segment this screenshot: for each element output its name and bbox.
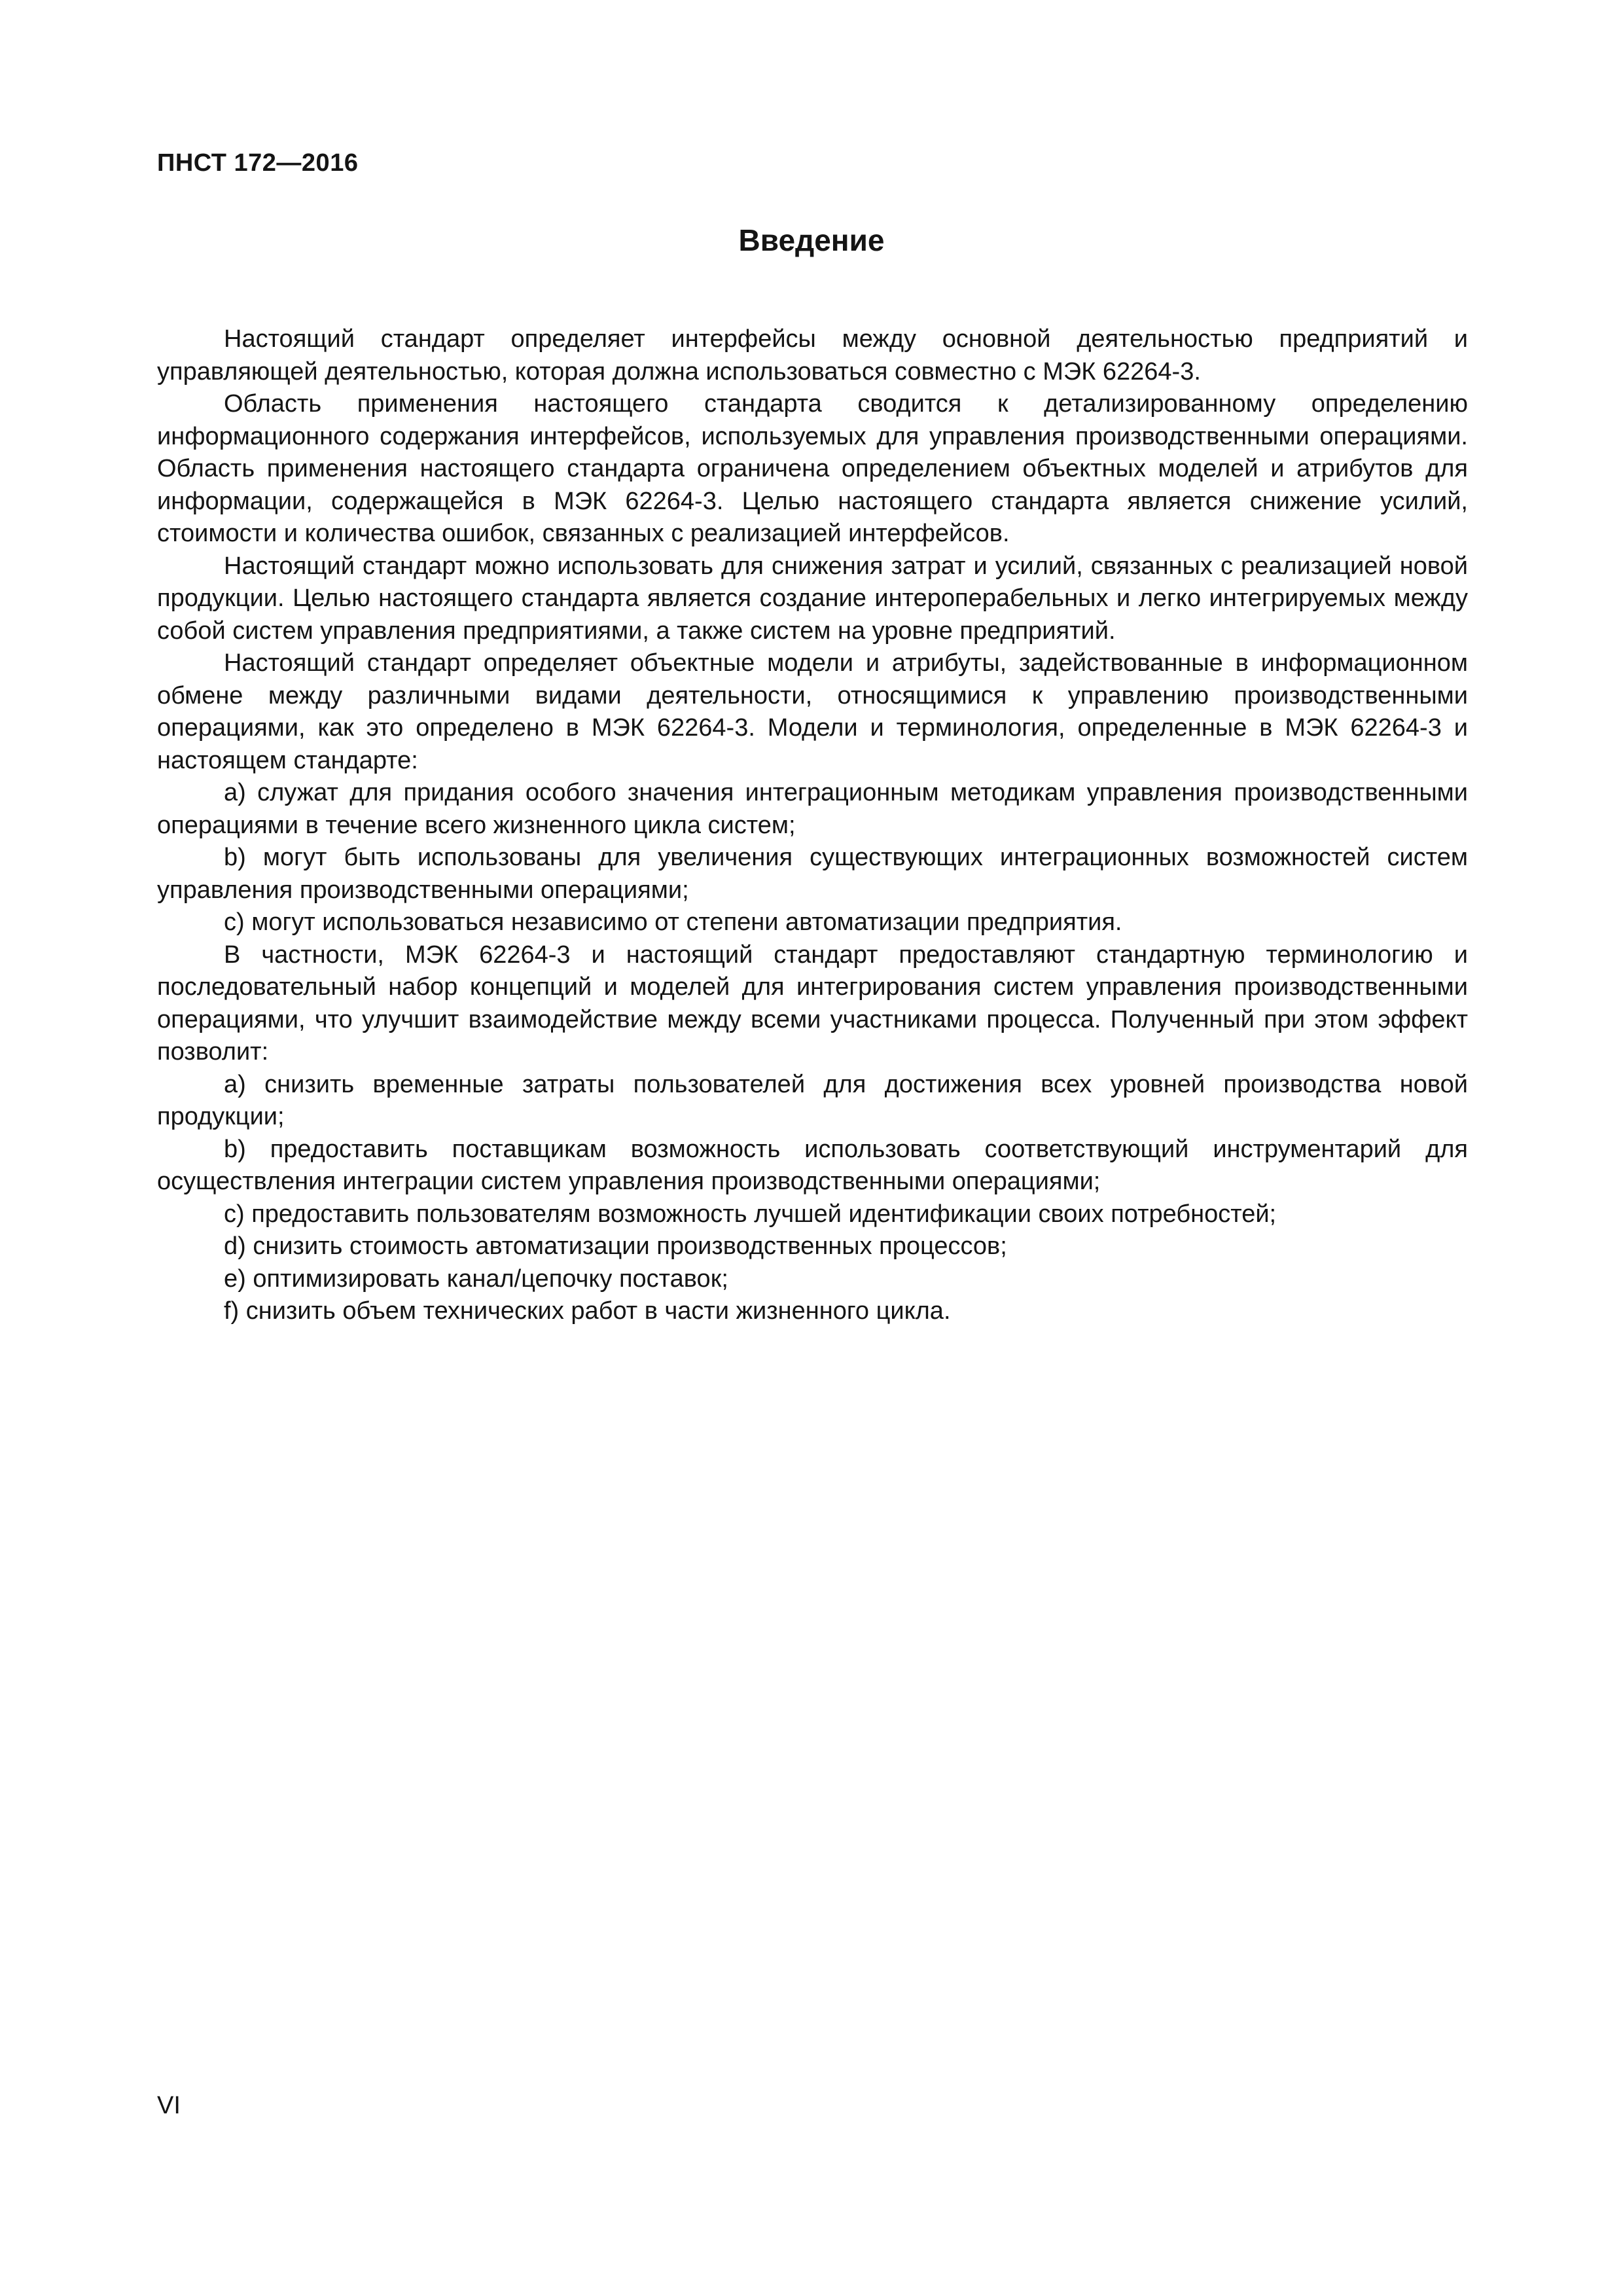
list-item: a) снизить временные затраты пользователей для достижения всех уровней производства новой продукции; [157,1070,1468,1130]
paragraph: Настоящий стандарт можно использовать для снижения затрат и усилий, связанных с реализацией новой продукции. Целью настоящего стандарта является создание интероперабельных и легко интегрируемых между собой систем управления предприятиями, а также систем на уровне предприятий. [157,552,1468,645]
list-item: c) могут использоваться независимо от степени автоматизации предприятия. [224,908,1122,936]
section-title: Введение [738,223,885,257]
list-item: b) предоставить поставщикам возможность использовать соответствующий инструментарий для осуществления интеграции систем управления производственными операциями; [157,1135,1468,1195]
list-item: d) снизить стоимость автоматизации производственных процессов; [224,1232,1007,1260]
list-item: a) служат для придания особого значения интеграционным методикам управления производственными операциями в течение всего жизненного цикла систем; [157,779,1468,839]
list-item: c) предоставить пользователям возможность лучшей идентификации своих потребностей; [224,1200,1277,1228]
body-text [157,323,1468,1328]
page-number: VI [157,2092,181,2119]
paragraph: Настоящий стандарт определяет интерфейсы между основной деятельностью предприятий и управляющей деятельностью, которая должна использоваться совместно с МЭК 62264-3. [157,325,1468,386]
paragraph: В частности, МЭК 62264-3 и настоящий стандарт предоставляют стандартную терминологию и последовательный набор концепций и моделей для интегрирования систем управления производственными операциями, что улучшит взаимодействие между всеми участниками процесса. Полученный при этом эффект позволит: [157,941,1468,1066]
paragraph: Настоящий стандарт определяет объектные модели и атрибуты, задействованные в информационном обмене между различными видами деятельности, относящимися к управлению производственными операциями, как это определено в МЭК 62264-3. Модели и терминология, определенные в МЭК 62264-3 и настоящем стандарте: [157,649,1468,774]
list-item: f) снизить объем технических работ в части жизненного цикла. [224,1297,951,1325]
list-item: e) оптимизировать канал/цепочку поставок; [224,1265,728,1293]
paragraph: Область применения настоящего стандарта сводится к детализированному определению информационного содержания интерфейсов, используемых для управления производственными операциями. Область применения настоящего стандарта ограничена определением объектных моделей и атрибутов для информации, содержащейся в МЭК 62264-3. Целью настоящего стандарта является снижение усилий, стоимости и количества ошибок, связанных с реализацией интерфейсов. [157,390,1468,547]
list-item: b) могут быть использованы для увеличения существующих интеграционных возможностей систем управления производственными операциями; [157,844,1468,904]
document-code: ПНСТ 172—2016 [157,149,359,177]
